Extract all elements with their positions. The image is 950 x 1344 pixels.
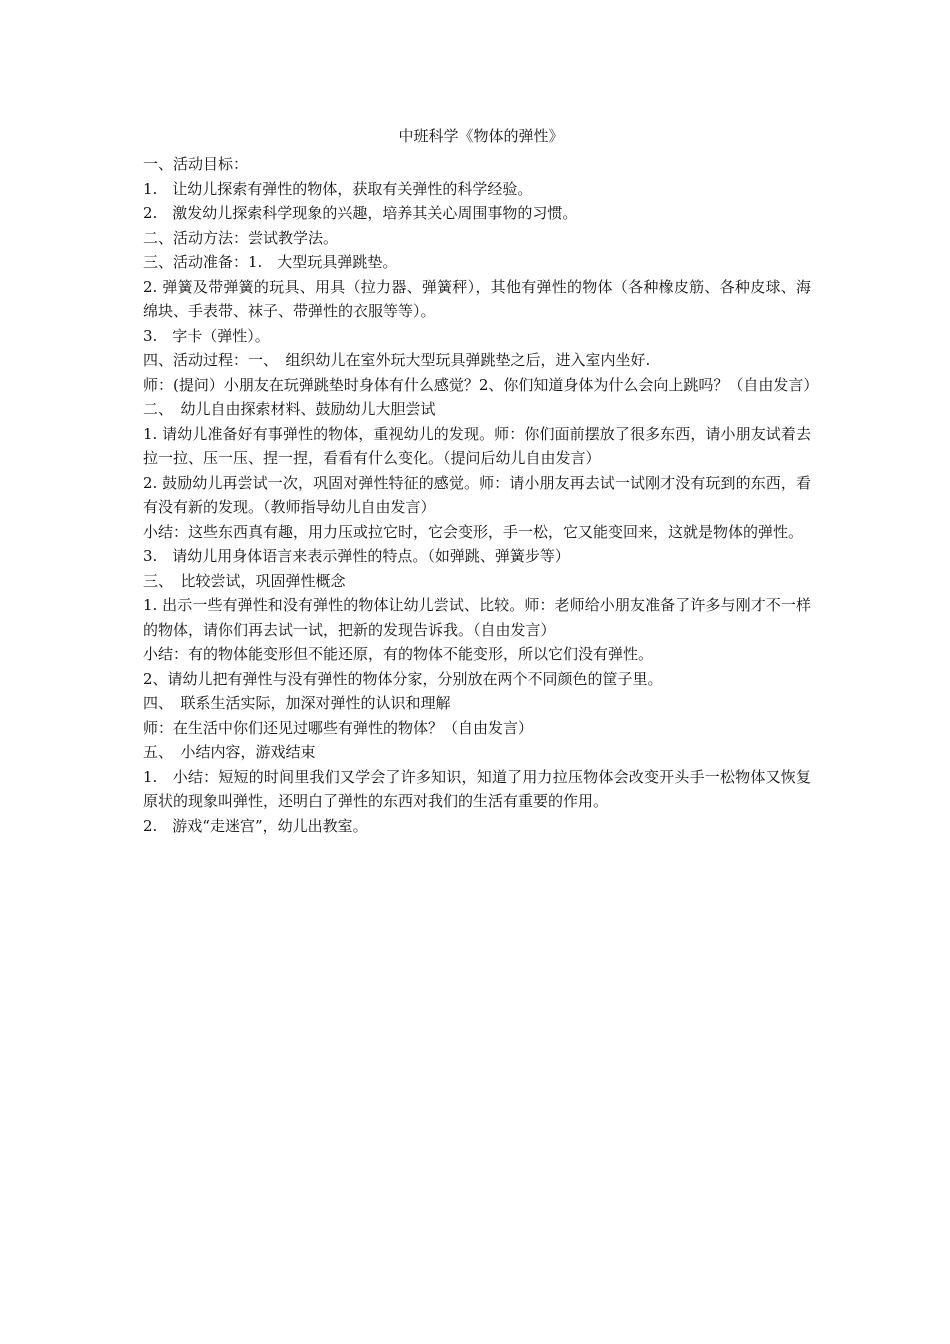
paragraph: 2、请幼儿把有弹性与没有弹性的物体分家，分别放在两个不同颜色的筐子里。 bbox=[143, 669, 663, 688]
paragraph: 2. 鼓励幼儿再尝试一次，巩固对弹性特征的感觉。师：请小朋友再去试一试刚才没有玩到的东西，看有没有新的发现。（教师指导幼儿自由发言） bbox=[143, 473, 811, 516]
paragraph: 2. 弹簧及带弹簧的玩具、用具（拉力器、弹簧秤），其他有弹性的物体（各种橡皮筋、各种皮球、海绵块、手表带、袜子、带弹性的衣服等等）。 bbox=[143, 277, 811, 320]
paragraph: 四、活动过程：一、 组织幼儿在室外玩大型玩具弹跳垫之后，进入室内坐好. bbox=[143, 351, 651, 369]
paragraph: 1. 小结：短短的时间里我们又学会了许多知识，知道了用力拉压物体会改变开头手一松物体又恢复原状的现象叫弹性，还明白了弹性的东西对我们的生活有重要的作用。 bbox=[143, 767, 811, 810]
paragraph: 师：(提问）小朋友在玩弹跳垫时身体有什么感觉？2、你们知道身体为什么会向上跳吗？（自由发言） bbox=[143, 375, 819, 394]
paragraph: 小结：这些东西真有趣，用力压或拉它时，它会变形，手一松，它又能变回来，这就是物体的弹性。 bbox=[143, 522, 804, 541]
document-page bbox=[143, 124, 819, 838]
paragraph: 二、活动方法：尝试教学法。 bbox=[143, 228, 339, 247]
paragraph: 1. 出示一些有弹性和没有弹性的物体让幼儿尝试、比较。师：老师给小朋友准备了许多与刚才不一样的物体，请你们再去试一试，把新的发现告诉我。（自由发言） bbox=[143, 596, 811, 639]
paragraph: 三、活动准备：1. 大型玩具弹跳垫。 bbox=[143, 253, 398, 271]
paragraph: 师：在生活中你们还见过哪些有弹性的物体？（自由发言） bbox=[143, 718, 534, 737]
paragraph: 五、 小结内容，游戏结束 bbox=[143, 743, 316, 761]
paragraph: 2. 激发幼儿探索科学现象的兴趣，培养其关心周围事物的习惯。 bbox=[143, 204, 578, 222]
paragraph: 1. 请幼儿准备好有事弹性的物体，重视幼儿的发现。师：你们面前摆放了很多东西，请小朋友试着去拉一拉、压一压、捏一捏，看看有什么变化。（提问后幼儿自由发言） bbox=[143, 424, 811, 467]
document-title: 中班科学《物体的弹性》 bbox=[398, 127, 564, 145]
paragraph: 小结：有的物体能变形但不能还原，有的物体不能变形，所以它们没有弹性。 bbox=[143, 645, 654, 663]
paragraph: 四、 联系生活实际，加深对弹性的认识和理解 bbox=[143, 694, 451, 712]
paragraph: 2. 游戏“走迷宫”，幼儿出教室。 bbox=[143, 816, 368, 835]
paragraph: 3. 请幼儿用身体语言来表示弹性的特点。（如弹跳、弹簧步等） bbox=[143, 547, 570, 565]
paragraph: 三、 比较尝试，巩固弹性概念 bbox=[143, 571, 346, 590]
paragraph: 二、 幼儿自由探索材料、鼓励幼儿大胆尝试 bbox=[143, 400, 436, 418]
paragraph: 1. 让幼儿探索有弹性的物体，获取有关弹性的科学经验。 bbox=[143, 179, 533, 198]
paragraph: 一、活动目标： bbox=[143, 155, 249, 173]
paragraph: 3. 字卡（弹性）。 bbox=[143, 326, 270, 345]
